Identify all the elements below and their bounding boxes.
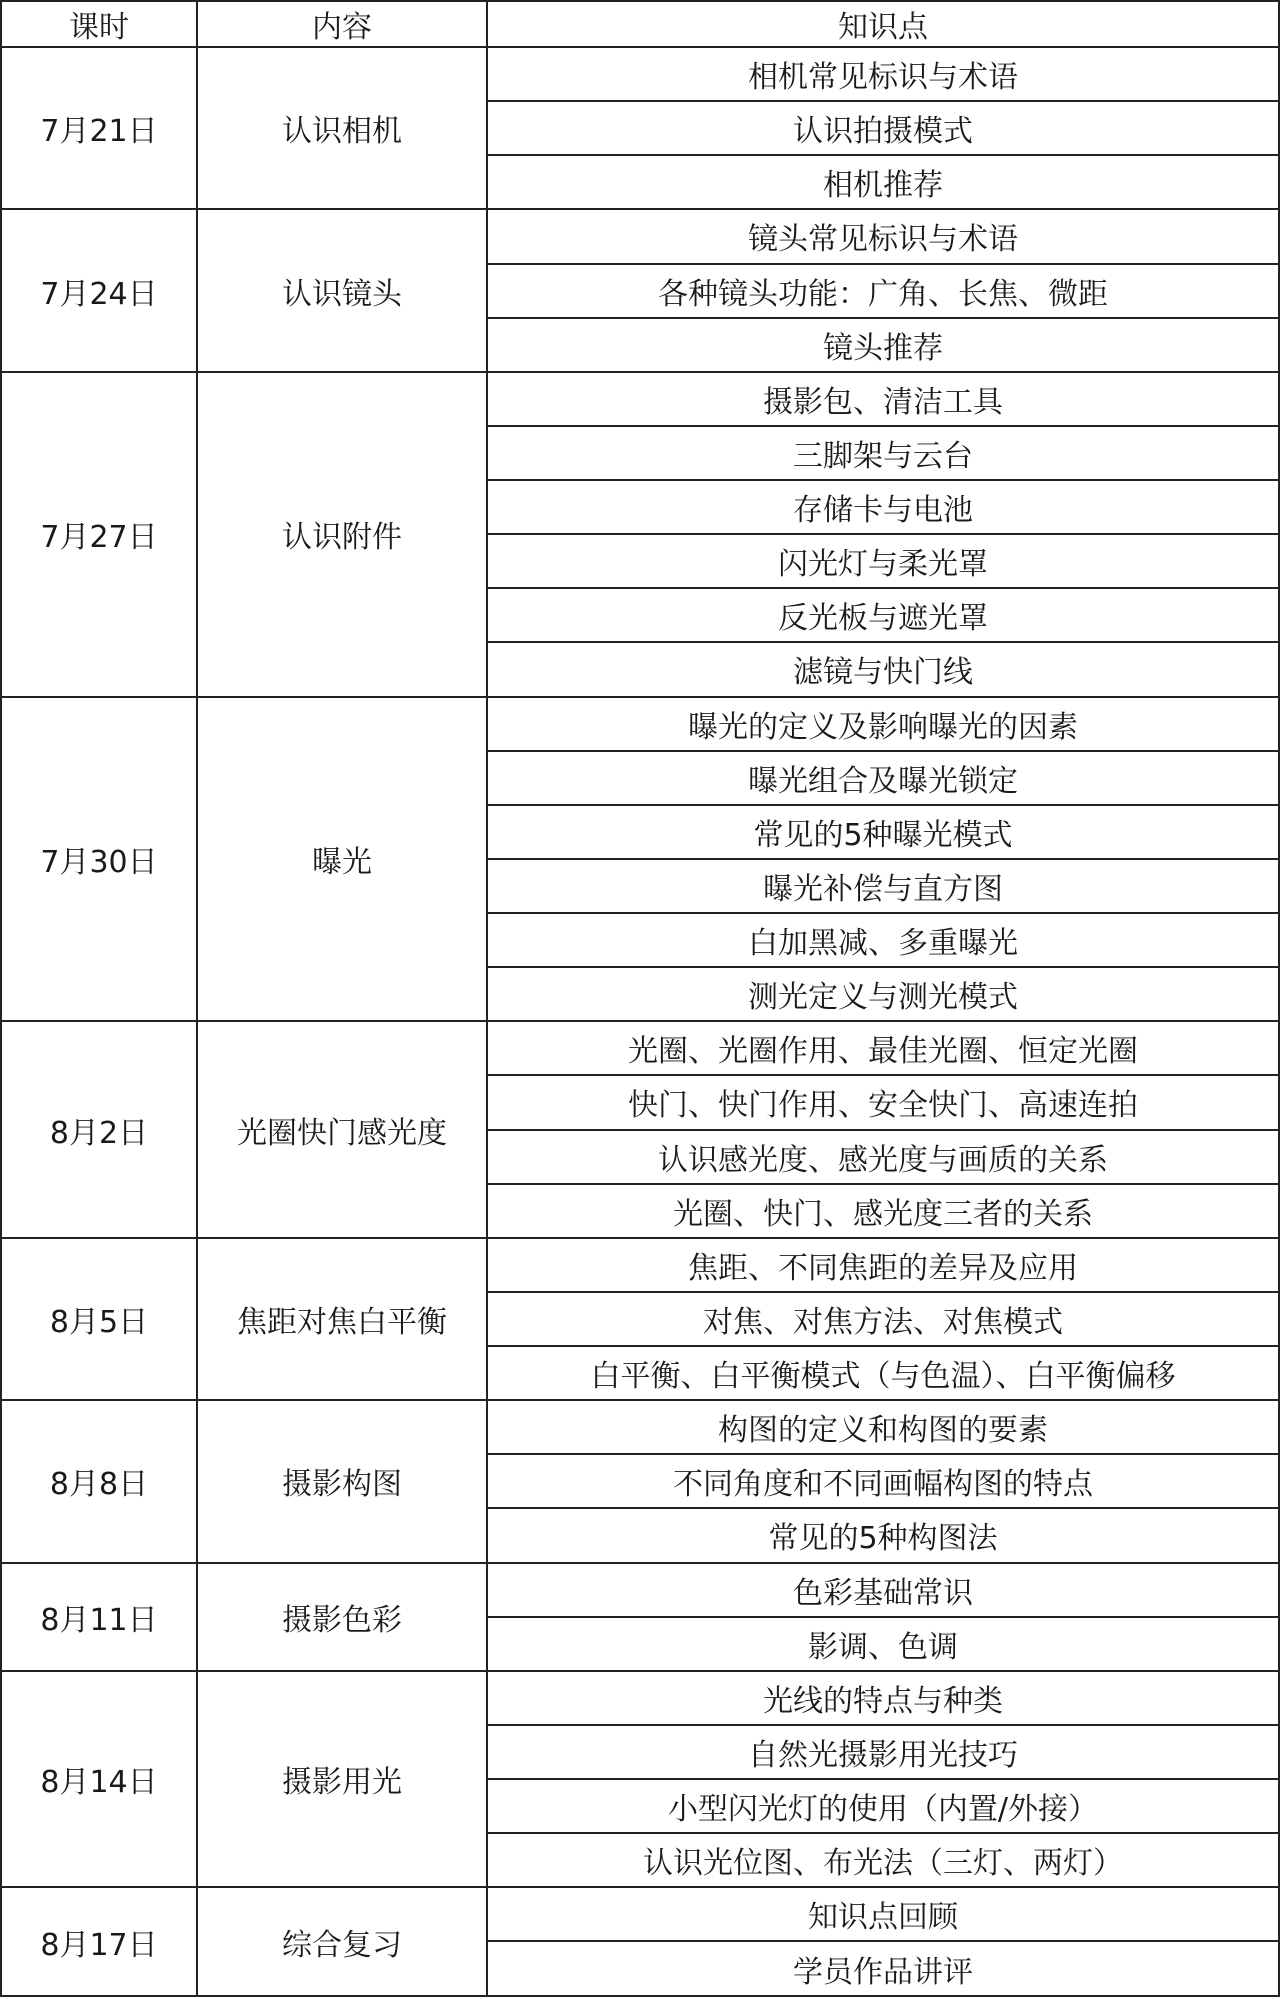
knowledge-point-cell: 焦距、不同焦距的差异及应用 bbox=[487, 1238, 1279, 1292]
knowledge-point-cell: 构图的定义和构图的要素 bbox=[487, 1400, 1279, 1454]
knowledge-point-cell: 不同角度和不同画幅构图的特点 bbox=[487, 1454, 1279, 1508]
knowledge-point-cell: 自然光摄影用光技巧 bbox=[487, 1725, 1279, 1779]
header-content: 内容 bbox=[197, 1, 487, 47]
header-knowledge-points: 知识点 bbox=[487, 1, 1279, 47]
knowledge-point-cell: 镜头推荐 bbox=[487, 318, 1279, 372]
table-row bbox=[1, 209, 1279, 263]
knowledge-point-cell: 测光定义与测光模式 bbox=[487, 967, 1279, 1021]
lesson-time-cell: 8月11日 bbox=[1, 1563, 197, 1671]
knowledge-point-cell: 镜头常见标识与术语 bbox=[487, 209, 1279, 263]
table-row bbox=[1, 372, 1279, 426]
knowledge-point-cell: 知识点回顾 bbox=[487, 1887, 1279, 1941]
lesson-content-cell: 认识镜头 bbox=[197, 209, 487, 371]
knowledge-point-cell: 反光板与遮光罩 bbox=[487, 588, 1279, 642]
lesson-content-cell: 认识附件 bbox=[197, 372, 487, 697]
knowledge-point-cell: 白平衡、白平衡模式（与色温）、白平衡偏移 bbox=[487, 1346, 1279, 1400]
knowledge-point-cell: 曝光补偿与直方图 bbox=[487, 859, 1279, 913]
knowledge-point-cell: 学员作品讲评 bbox=[487, 1941, 1279, 1996]
knowledge-point-cell: 相机推荐 bbox=[487, 155, 1279, 209]
table-row bbox=[1, 47, 1279, 101]
table-row bbox=[1, 1887, 1279, 1941]
lesson-content-cell: 认识相机 bbox=[197, 47, 487, 209]
knowledge-point-cell: 光线的特点与种类 bbox=[487, 1671, 1279, 1725]
knowledge-point-cell: 光圈、快门、感光度三者的关系 bbox=[487, 1184, 1279, 1238]
lesson-time-cell: 7月21日 bbox=[1, 47, 197, 209]
lesson-time-cell: 8月2日 bbox=[1, 1021, 197, 1238]
knowledge-point-cell: 曝光的定义及影响曝光的因素 bbox=[487, 697, 1279, 751]
table-row bbox=[1, 697, 1279, 751]
knowledge-point-cell: 相机常见标识与术语 bbox=[487, 47, 1279, 101]
lesson-time-cell: 8月14日 bbox=[1, 1671, 197, 1888]
knowledge-point-cell: 认识感光度、感光度与画质的关系 bbox=[487, 1130, 1279, 1184]
knowledge-point-cell: 三脚架与云台 bbox=[487, 426, 1279, 480]
header-row bbox=[1, 1, 1279, 47]
knowledge-point-cell: 曝光组合及曝光锁定 bbox=[487, 751, 1279, 805]
lesson-content-cell: 摄影用光 bbox=[197, 1671, 487, 1888]
knowledge-point-cell: 闪光灯与柔光罩 bbox=[487, 534, 1279, 588]
knowledge-point-cell: 摄影包、清洁工具 bbox=[487, 372, 1279, 426]
knowledge-point-cell: 影调、色调 bbox=[487, 1617, 1279, 1671]
table-row bbox=[1, 1671, 1279, 1725]
lesson-time-cell: 8月17日 bbox=[1, 1887, 197, 1996]
lesson-content-cell: 摄影构图 bbox=[197, 1400, 487, 1562]
knowledge-point-cell: 常见的5种构图法 bbox=[487, 1508, 1279, 1562]
knowledge-point-cell: 小型闪光灯的使用（内置/外接） bbox=[487, 1779, 1279, 1833]
table-row bbox=[1, 1238, 1279, 1292]
lesson-time-cell: 7月30日 bbox=[1, 697, 197, 1022]
knowledge-point-cell: 常见的5种曝光模式 bbox=[487, 805, 1279, 859]
knowledge-point-cell: 快门、快门作用、安全快门、高速连拍 bbox=[487, 1075, 1279, 1129]
lesson-content-cell: 焦距对焦白平衡 bbox=[197, 1238, 487, 1400]
header-lesson-time: 课时 bbox=[1, 1, 197, 47]
lesson-time-cell: 7月27日 bbox=[1, 372, 197, 697]
table-row bbox=[1, 1021, 1279, 1075]
table-body bbox=[1, 47, 1279, 1996]
knowledge-point-cell: 认识光位图、布光法（三灯、两灯） bbox=[487, 1833, 1279, 1887]
lesson-time-cell: 8月8日 bbox=[1, 1400, 197, 1562]
table-row bbox=[1, 1400, 1279, 1454]
lesson-content-cell: 光圈快门感光度 bbox=[197, 1021, 487, 1238]
knowledge-point-cell: 光圈、光圈作用、最佳光圈、恒定光圈 bbox=[487, 1021, 1279, 1075]
knowledge-point-cell: 对焦、对焦方法、对焦模式 bbox=[487, 1292, 1279, 1346]
lesson-time-cell: 7月24日 bbox=[1, 209, 197, 371]
knowledge-point-cell: 认识拍摄模式 bbox=[487, 101, 1279, 155]
knowledge-point-cell: 各种镜头功能：广角、长焦、微距 bbox=[487, 264, 1279, 318]
lesson-content-cell: 曝光 bbox=[197, 697, 487, 1022]
lesson-content-cell: 综合复习 bbox=[197, 1887, 487, 1996]
knowledge-point-cell: 滤镜与快门线 bbox=[487, 642, 1279, 696]
lesson-content-cell: 摄影色彩 bbox=[197, 1563, 487, 1671]
table-header bbox=[1, 1, 1279, 47]
table-row bbox=[1, 1563, 1279, 1617]
knowledge-point-cell: 白加黑减、多重曝光 bbox=[487, 913, 1279, 967]
lesson-time-cell: 8月5日 bbox=[1, 1238, 197, 1400]
knowledge-point-cell: 色彩基础常识 bbox=[487, 1563, 1279, 1617]
knowledge-point-cell: 存储卡与电池 bbox=[487, 480, 1279, 534]
